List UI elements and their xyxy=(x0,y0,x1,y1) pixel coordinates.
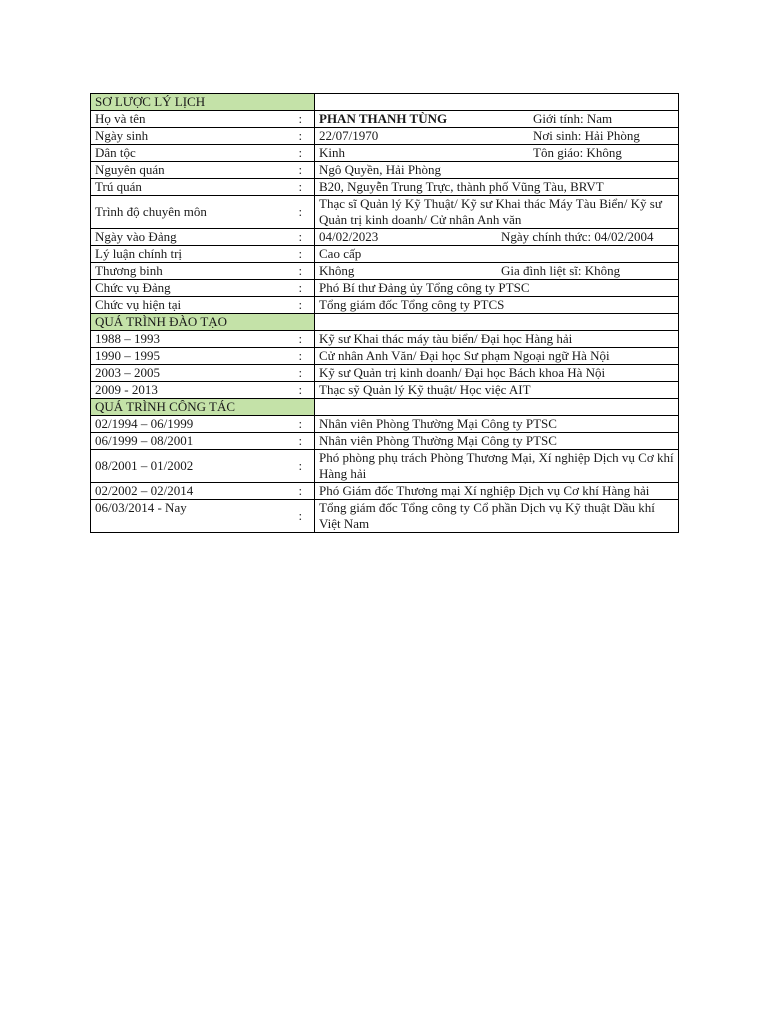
row-value: PHAN THANH TÙNG xyxy=(319,111,448,126)
table-row xyxy=(91,365,679,382)
row-value-cell xyxy=(315,111,679,128)
row-label: Họ và tên xyxy=(91,111,287,128)
row-colon: : xyxy=(287,416,315,433)
row-colon: : xyxy=(287,297,315,314)
row-value: Tổng giám đốc Tổng công ty PTCS xyxy=(319,297,505,312)
row-value-cell xyxy=(315,450,679,483)
row-value: Phó Giám đốc Thương mại Xí nghiệp Dịch vụ Cơ khí Hàng hải xyxy=(319,483,650,498)
row-value-cell xyxy=(315,246,679,263)
section-empty-cell xyxy=(315,399,679,416)
table-row xyxy=(91,179,679,196)
row-colon: : xyxy=(287,331,315,348)
row-value: Phó Bí thư Đảng ủy Tổng công ty PTSC xyxy=(319,280,530,295)
table-row xyxy=(91,145,679,162)
row-value-cell xyxy=(315,483,679,500)
row-value-cell xyxy=(315,128,679,145)
row-value-cell xyxy=(315,196,679,229)
row-label: Dân tộc xyxy=(91,145,287,162)
row-value: Ngô Quyền, Hải Phòng xyxy=(319,162,442,177)
row-colon: : xyxy=(287,229,315,246)
row-label: 1990 – 1995 xyxy=(91,348,287,365)
cv-table-body xyxy=(91,94,679,533)
row-value: Cử nhân Anh Văn/ Đại học Sư phạm Ngoại ngữ Hà Nội xyxy=(319,348,610,363)
row-value-cell xyxy=(315,179,679,196)
table-row xyxy=(91,280,679,297)
row-value: Kỹ sư Khai thác máy tàu biển/ Đại học Hàng hải xyxy=(319,331,573,346)
row-colon: : xyxy=(287,348,315,365)
row-colon: : xyxy=(287,365,315,382)
section-title: QUÁ TRÌNH CÔNG TÁC xyxy=(91,399,315,416)
row-colon: : xyxy=(287,145,315,162)
row-value-cell xyxy=(315,382,679,399)
row-label: Trú quán xyxy=(91,179,287,196)
row-label: 02/1994 – 06/1999 xyxy=(91,416,287,433)
row-value: B20, Nguyễn Trung Trực, thành phố Vũng Tàu, BRVT xyxy=(319,179,604,194)
row-label: Ngày vào Đảng xyxy=(91,229,287,246)
table-row xyxy=(91,382,679,399)
row-value: Nhân viên Phòng Thường Mại Công ty PTSC xyxy=(319,416,557,431)
section-empty-cell xyxy=(315,314,679,331)
row-colon: : xyxy=(287,382,315,399)
table-row xyxy=(91,483,679,500)
row-label: Chức vụ hiện tại xyxy=(91,297,287,314)
row-label: Chức vụ Đảng xyxy=(91,280,287,297)
row-value-cell xyxy=(315,500,679,533)
row-value-cell xyxy=(315,365,679,382)
row-colon: : xyxy=(287,500,315,533)
row-value: Kinh xyxy=(319,145,345,160)
section-title: QUÁ TRÌNH ĐÀO TẠO xyxy=(91,314,315,331)
cv-table xyxy=(90,93,679,533)
row-value-cell xyxy=(315,145,679,162)
section-header xyxy=(91,94,679,111)
row-colon: : xyxy=(287,196,315,229)
row-value-cell xyxy=(315,297,679,314)
table-row xyxy=(91,111,679,128)
table-row xyxy=(91,416,679,433)
row-value: Thạc sỹ Quản lý Kỹ thuật/ Học việc AIT xyxy=(319,382,531,397)
row-colon: : xyxy=(287,246,315,263)
section-header xyxy=(91,399,679,416)
row-colon: : xyxy=(287,450,315,483)
row-colon: : xyxy=(287,263,315,280)
row-value-cell xyxy=(315,263,679,280)
section-empty-cell xyxy=(315,94,679,111)
row-value: Kỹ sư Quản trị kinh doanh/ Đại học Bách khoa Hà Nội xyxy=(319,365,606,380)
row-value-cell xyxy=(315,348,679,365)
table-row xyxy=(91,229,679,246)
row-label: 02/2002 – 02/2014 xyxy=(91,483,287,500)
row-extra-value: Tôn giáo: Không xyxy=(533,145,622,160)
row-value-cell xyxy=(315,280,679,297)
section-header xyxy=(91,314,679,331)
row-colon: : xyxy=(287,111,315,128)
row-label: 06/03/2014 - Nay xyxy=(91,500,287,533)
row-value: Cao cấp xyxy=(319,246,362,261)
row-value: Tổng giám đốc Tổng công ty Cổ phần Dịch vụ Kỹ thuật Dầu khí Việt Nam xyxy=(319,500,655,531)
table-row xyxy=(91,500,679,533)
table-row xyxy=(91,128,679,145)
table-row xyxy=(91,331,679,348)
row-label: 08/2001 – 01/2002 xyxy=(91,450,287,483)
row-extra-value: Giới tính: Nam xyxy=(533,111,613,126)
row-label: Nguyên quán xyxy=(91,162,287,179)
row-value-cell xyxy=(315,433,679,450)
row-colon: : xyxy=(287,433,315,450)
row-extra-value: Gia đình liệt sĩ: Không xyxy=(501,263,621,278)
row-label: Trình độ chuyên môn xyxy=(91,196,287,229)
section-title: SƠ LƯỢC LÝ LỊCH xyxy=(91,94,315,111)
row-colon: : xyxy=(287,483,315,500)
table-row xyxy=(91,297,679,314)
row-label: 1988 – 1993 xyxy=(91,331,287,348)
row-colon: : xyxy=(287,280,315,297)
table-row xyxy=(91,348,679,365)
row-label: 2009 - 2013 xyxy=(91,382,287,399)
row-extra-value: Nơi sinh: Hải Phòng xyxy=(533,128,640,143)
row-value-cell xyxy=(315,162,679,179)
row-value-cell xyxy=(315,416,679,433)
row-colon: : xyxy=(287,162,315,179)
row-colon: : xyxy=(287,128,315,145)
table-row xyxy=(91,196,679,229)
row-value-cell xyxy=(315,331,679,348)
table-row xyxy=(91,450,679,483)
row-label: Ngày sinh xyxy=(91,128,287,145)
row-label: Lý luận chính trị xyxy=(91,246,287,263)
row-value: 22/07/1970 xyxy=(319,128,379,143)
row-label: Thương binh xyxy=(91,263,287,280)
row-colon: : xyxy=(287,179,315,196)
table-row xyxy=(91,263,679,280)
row-value: Không xyxy=(319,263,355,278)
row-value: Thạc sĩ Quản lý Kỹ Thuật/ Kỹ sư Khai thác Máy Tàu Biển/ Kỹ sư Quản trị kinh doanh/ Cử nhân Anh văn xyxy=(319,196,662,227)
table-row xyxy=(91,162,679,179)
row-value: 04/02/2023 xyxy=(319,229,379,244)
row-value: Phó phòng phụ trách Phòng Thương Mại, Xí nghiệp Dịch vụ Cơ khí Hàng hải xyxy=(319,450,674,481)
row-value: Nhân viên Phòng Thường Mại Công ty PTSC xyxy=(319,433,557,448)
table-row xyxy=(91,246,679,263)
row-label: 2003 – 2005 xyxy=(91,365,287,382)
row-value-cell xyxy=(315,229,679,246)
row-extra-value: Ngày chính thức: 04/02/2004 xyxy=(501,229,654,244)
row-label: 06/1999 – 08/2001 xyxy=(91,433,287,450)
table-row xyxy=(91,433,679,450)
